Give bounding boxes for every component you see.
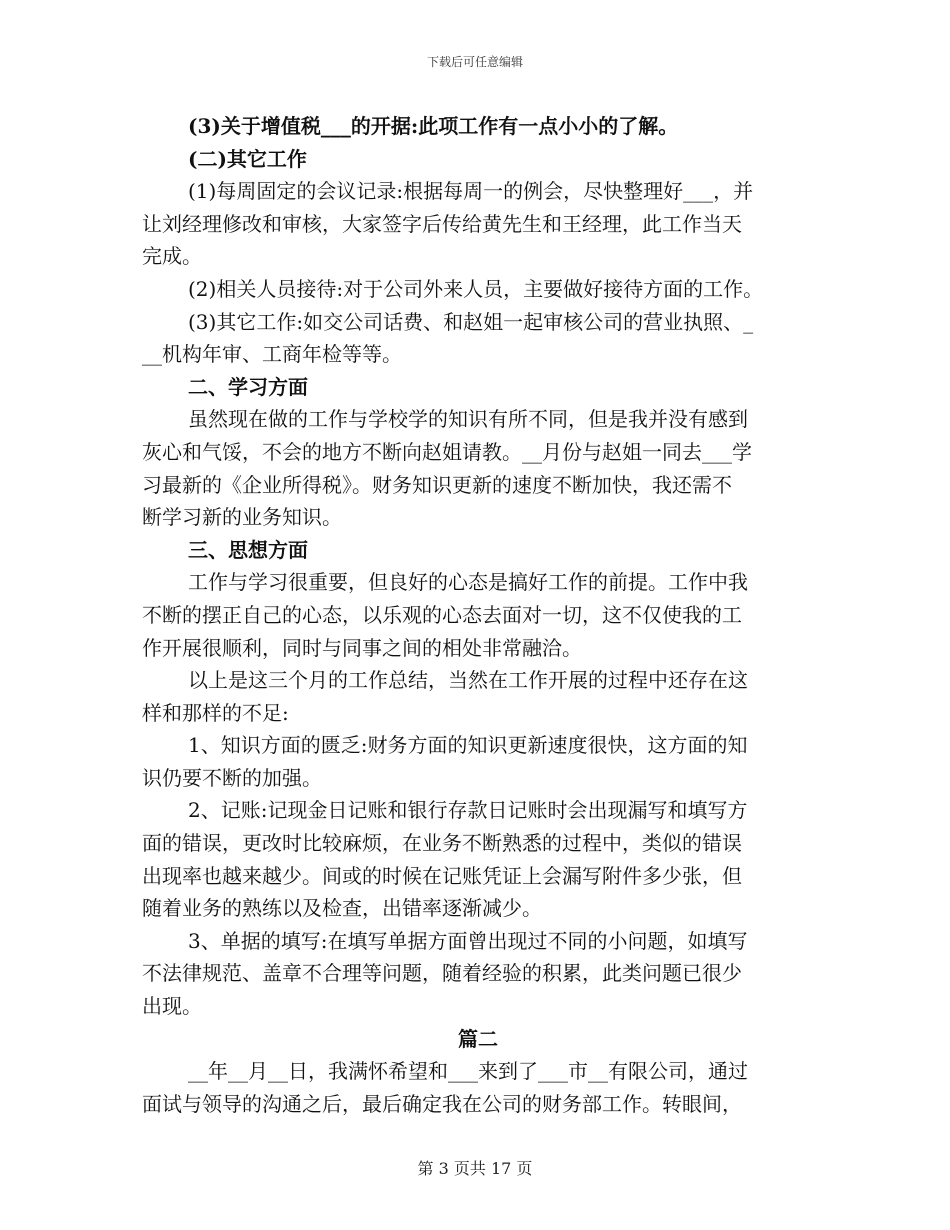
text-line: 面的错误，更改时比较麻烦，在业务不断熟悉的过程中，类似的错误 bbox=[142, 831, 742, 856]
text-line: 以上是这三个月的工作总结，当然在工作开展的过程中还存在这 bbox=[188, 668, 748, 693]
text-line: 出现率也越来越少。间或的时候在记账凭证上会漏写附件多少张，但 bbox=[142, 863, 742, 888]
text-line: __机构年审、工商年检等等。 bbox=[142, 342, 402, 367]
text-line: 断学习新的业务知识。 bbox=[142, 505, 342, 530]
text-line: 让刘经理修改和审核，大家签字后传给黄先生和王经理，此工作当天 bbox=[142, 211, 742, 236]
heading-line: 二、学习方面 bbox=[188, 374, 308, 399]
heading-line: 三、思想方面 bbox=[188, 537, 308, 562]
text-line: 1、知识方面的匮乏:财务方面的知识更新速度很快，这方面的知 bbox=[188, 733, 748, 758]
page-header: 下载后可任意编辑 bbox=[426, 55, 523, 69]
text-line: 虽然现在做的工作与学校学的知识有所不同，但是我并没有感到 bbox=[188, 407, 748, 432]
text-line: 样和那样的不足: bbox=[142, 700, 289, 725]
text-line: 识仍要不断的加强。 bbox=[142, 765, 322, 790]
text-line: 面试与领导的沟通之后，最后确定我在公司的财务部工作。转眼间， bbox=[142, 1091, 742, 1116]
text-line: 3、单据的填写:在填写单据方面曾出现过不同的小问题，如填写 bbox=[188, 928, 748, 953]
text-line: 工作与学习很重要，但良好的心态是搞好工作的前提。工作中我 bbox=[188, 570, 748, 595]
text-line: (2)相关人员接待:对于公司外来人员，主要做好接待方面的工作。 bbox=[188, 276, 764, 301]
text-line: 作开展很顺利，同时与同事之间的相处非常融洽。 bbox=[142, 635, 582, 660]
text-line: 灰心和气馁，不会的地方不断向赵姐请教。__月份与赵姐一同去___学 bbox=[142, 439, 752, 464]
text-line: 2、记账:记现金日记账和银行存款日记账时会出现漏写和填写方 bbox=[188, 798, 748, 823]
text-line: 不断的摆正自己的心态，以乐观的心态去面对一切，这不仅使我的工 bbox=[142, 602, 742, 627]
section-heading: 篇二 bbox=[458, 1026, 498, 1051]
heading-line: (二)其它工作 bbox=[188, 146, 307, 171]
page-footer: 第 3 页共 17 页 bbox=[417, 1159, 533, 1178]
heading-line: (3)关于增值税___的开据:此项工作有一点小小的了解。 bbox=[188, 114, 679, 138]
text-line: (1)每周固定的会议记录:根据每周一的例会，尽快整理好___，并 bbox=[188, 179, 754, 204]
text-line: 不法律规范、盖章不合理等问题，随着经验的积累，此类问题已很少 bbox=[142, 961, 742, 986]
text-line: 完成。 bbox=[142, 244, 202, 269]
text-line: (3)其它工作:如交公司话费、和赵姐一起审核公司的营业执照、_ bbox=[188, 309, 754, 334]
text-line: __年__月__日，我满怀希望和___来到了___市__有限公司，通过 bbox=[188, 1059, 748, 1084]
text-line: 习最新的《企业所得税》。财务知识更新的速度不断加快，我还需不 bbox=[142, 472, 732, 497]
document-body bbox=[142, 110, 814, 1120]
text-line: 随着业务的熟练以及检查，出错率逐渐减少。 bbox=[142, 896, 542, 921]
text-line: 出现。 bbox=[142, 994, 202, 1019]
